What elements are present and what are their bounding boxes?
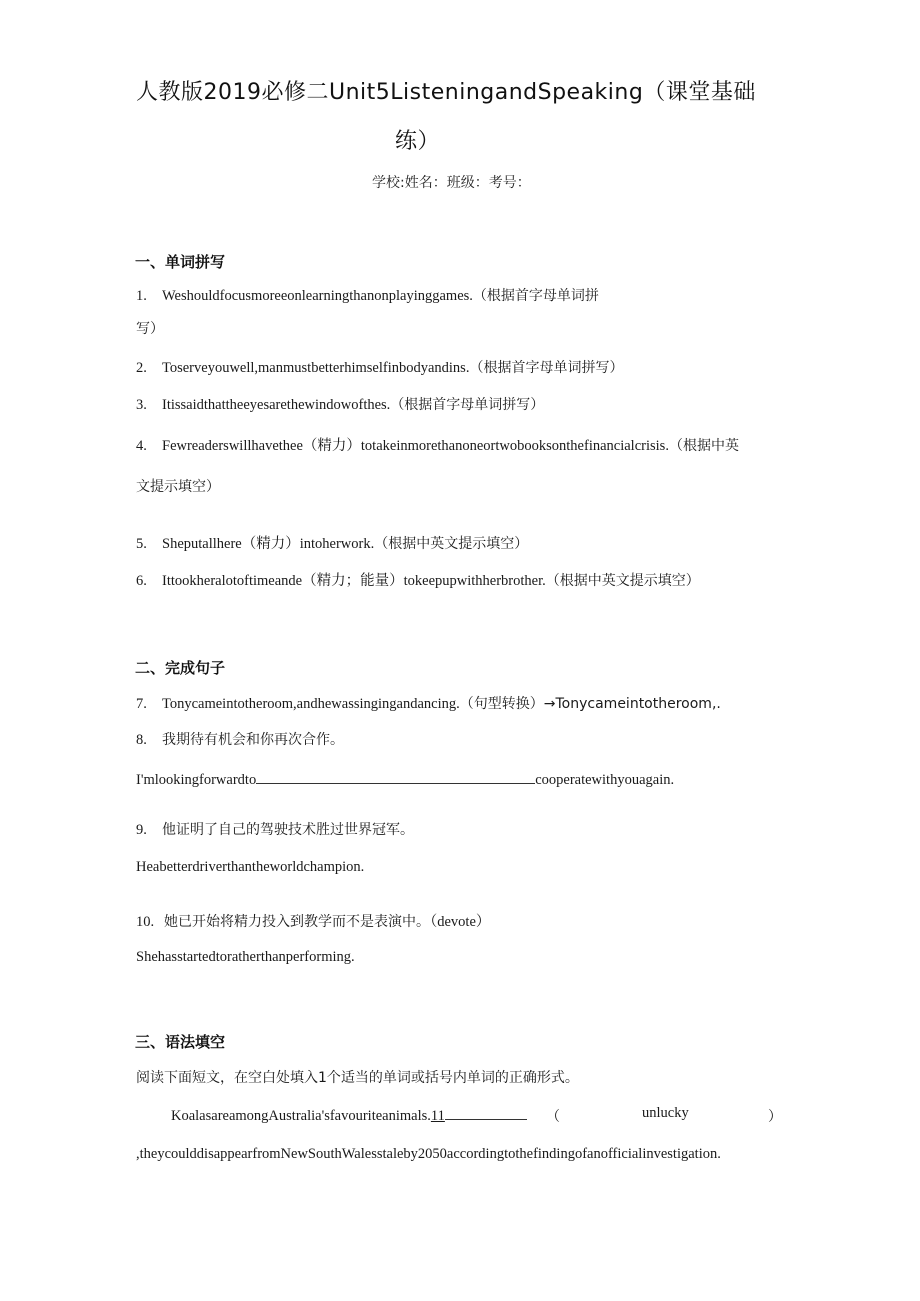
question-9 [136,819,414,839]
question-9-answer-line: Heabetterdriverthantheworldchampion. [136,859,365,875]
question-5 [136,532,528,553]
answer-blank[interactable] [256,769,535,784]
question-8-answer-line [136,769,674,789]
section-heading-word-spelling: 一、单词拼写 [135,253,226,271]
question-text: 他证明了自己的驾驶技术胜过世界冠军。 [162,822,414,838]
question-6 [136,569,700,590]
question-text: 她已开始将精力投入到教学而不是表演中。 [164,914,430,930]
question-number: 9. [136,822,147,838]
question-text: 我期待有机会和你再次合作。 [162,732,344,748]
question-2 [136,357,623,377]
hint-word-unlucky: unlucky [642,1105,689,1121]
document-title-line1: 人教版2019必修二Unit5ListeningandSpeaking（课堂基础 [136,80,756,105]
section-heading-grammar-fill: 三、语法填空 [135,1033,226,1051]
answer-prefix: I'mlookingforwardto [136,772,257,788]
question-hint: （根据中英文提示填空） [545,573,700,589]
question-1 [136,285,599,305]
question-hint: （根据首字母单词拼写） [390,397,545,413]
question-text: Itissaidthattheeyesarethewindowofthes. [162,397,391,413]
question-number: 7. [136,696,147,712]
question-4 [136,434,739,455]
question-number: 8. [136,732,147,748]
question-1-hint-continued: 写） [136,321,164,337]
blank-number: 11 [430,1108,445,1124]
question-hint: （句型转换）→Tonycameintotheroom,. [459,696,721,712]
question-text: Toserveyouwell,manmustbetterhimselfinbodyandins. [162,360,470,376]
question-number: 10. [136,914,155,930]
question-text: Ittookheralotoftimeande（精力；能量）tokeepupwithherbrother. [162,573,546,589]
passage-line1 [171,1105,527,1125]
question-4-hint-continued: 文提示填空） [136,479,220,495]
question-10 [136,910,490,931]
question-hint: （根据首字母单词拼写） [469,360,624,376]
passage-line2: ,theycoulddisappearfromNewSouthWalesstaleby2050accordingtothefindingofanofficialinvestigation. [136,1146,721,1162]
question-number: 3. [136,397,147,413]
question-8 [136,729,344,749]
question-text: Weshouldfocusmoreeonlearningthanonplayinggames. [162,288,473,304]
question-text: Fewreaderswillhavethee（精力）totakeinmorethanoneortwobooksonthefinancialcrisis. [162,438,669,454]
passage-blank-11[interactable] [445,1105,527,1120]
question-number: 1. [136,288,147,304]
answer-suffix: cooperatewithyouagain. [535,772,675,788]
open-paren: （ [546,1109,560,1125]
question-number: 5. [136,536,147,552]
question-7 [136,693,721,713]
question-text: Tonycameintotheroom,andhewassingingandancing. [162,696,460,712]
passage-text: KoalasareamongAustralia'sfavouriteanimals. [171,1108,431,1124]
close-paren: ） [768,1109,782,1125]
question-number: 2. [136,360,147,376]
question-text: Sheputallhere（精力）intoherwork. [162,536,375,552]
document-title-line2: 练） [395,129,441,154]
section-instruction: 阅读下面短文，在空白处填入1个适当的单词或括号内单词的正确形式。 [136,1070,579,1086]
question-number: 6. [136,573,147,589]
question-3 [136,394,544,414]
question-10-answer-line: Shehasstartedtoratherthanperforming. [136,949,355,965]
question-hint: （根据中英 [668,438,739,454]
question-hint: （根据首字母单词拼 [472,288,599,304]
question-hint: （devote） [430,914,491,930]
question-hint: （根据中英文提示填空） [374,536,529,552]
question-number: 4. [136,438,147,454]
student-info-line: 学校:姓名：班级：考号： [372,175,531,191]
section-heading-complete-sentences: 二、完成句子 [135,659,226,677]
